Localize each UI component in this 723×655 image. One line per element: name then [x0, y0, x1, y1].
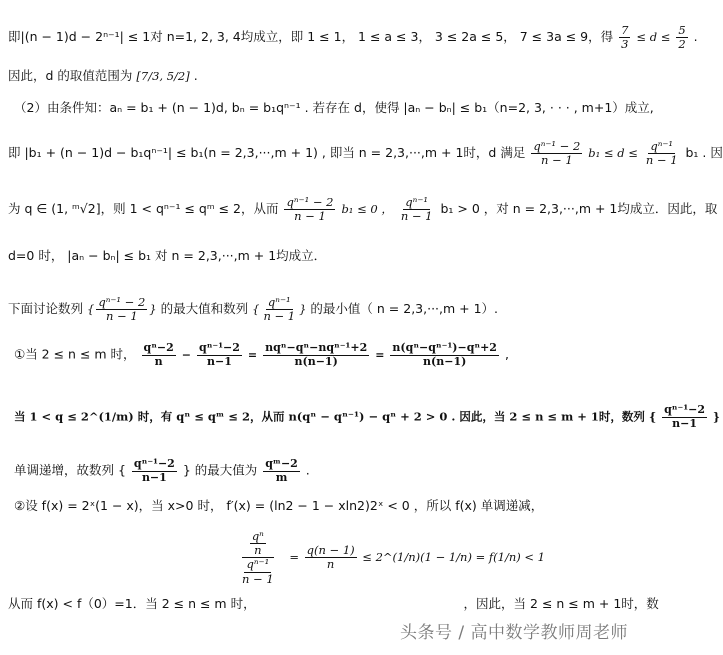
line-13: 从而 f(x) < f（0）=1．当 2 ≤ n ≤ m 时， ，因此，当 2 ≤ n ≤ m + 1时，数 [8, 596, 659, 611]
frac-max-value: $\frac{\text{qᵐ−2}}{m}$ [265, 457, 298, 484]
frac-seq-2: $\frac{\text{qⁿ⁻¹−2}}{n-1}$ [133, 457, 175, 484]
frac-q-n-1: $\frac{q(n - 1)}{n}$ [306, 543, 355, 572]
watermark: 头条号 / 高中数学教师周老师 [399, 623, 628, 643]
line-6: d=0 时， |aₙ − bₙ| ≤ b₁ 对 n = 2,3,···,m + 1均成立． [8, 248, 327, 263]
fraction-lower-bound: $\frac{\text{qⁿ⁻¹ − 2}}{n - 1}$ [533, 139, 581, 168]
fraction-7-3: $\frac{7}{3}$ [621, 23, 629, 52]
line-8: ①当 2 ≤ n ≤ m 时， $\frac{\text{qⁿ−2}}{n}$ − $\frac{\text{qⁿ⁻¹−2}}{n-1}$ = $\frac{\text{nqⁿ−qⁿ−nqⁿ⁻¹+2}}{n(n-1)}$ = $\frac{\text{n(qⁿ−qⁿ⁻¹)−qⁿ+2}}{n(n-1)}$ , [14, 341, 509, 368]
frac-term-3: $\frac{\text{nqⁿ−qⁿ−nqⁿ⁻¹+2}}{n(n-1)}$ [265, 341, 368, 368]
frac-term-2: $\frac{\text{qⁿ⁻¹−2}}{n-1}$ [199, 341, 240, 368]
frac-term-4: $\frac{\text{n(qⁿ−qⁿ⁻¹)−qⁿ+2}}{n(n-1)}$ [392, 341, 497, 368]
line-2: 因此，d 的取值范围为 [7/3, 5/2] . [8, 68, 198, 83]
frac-term-1: $\frac{\text{qⁿ−2}}{n}$ [143, 341, 174, 368]
fraction-upper-bound: $\frac{\text{qⁿ⁻¹}}{n - 1}$ [645, 139, 678, 168]
fraction-upper: $\frac{\text{qⁿ⁻¹}}{n - 1}$ [400, 195, 433, 224]
line-1: 即|(n − 1)d − 2ⁿ⁻¹| ≤ 1对 n=1, 2, 3, 4均成立，即 1 ≤ 1， 1 ≤ a ≤ 3， 3 ≤ 2a ≤ 5， 7 ≤ 3a ≤ 9，得 $\frac{7}{3}$ ≤ d ≤ $\frac{5}{2}$ . [8, 23, 698, 52]
line-12: $\frac{\frac{\text{qⁿ}}{n}}{\frac{\text{qⁿ⁻¹}}{n - 1}}$ = $\frac{q(n - 1)}{n}$ ≤ 2^(1/n)(1 − 1/n) = f(1/n) < 1 [230, 530, 545, 586]
sequence-fraction-min: $\frac{\text{qⁿ⁻¹}}{n - 1}$ [263, 295, 296, 324]
line-9: 当 1 < q ≤ 2^(1/m) 时，有 qⁿ ≤ qᵐ ≤ 2，从而 n(qⁿ − qⁿ⁻¹) − qⁿ + 2 > 0 . 因此，当 2 ≤ n ≤ m + 1时，数列 { $\frac{\text{qⁿ⁻¹−2}}{n-1}$ } [14, 403, 720, 430]
fraction-5-2: $\frac{5}{2}$ [678, 23, 686, 52]
sequence-fraction-max: $\frac{\text{qⁿ⁻¹ − 2}}{n - 1}$ [98, 295, 146, 324]
line-3: （2）由条件知：aₙ = b₁ + (n − 1)d, bₙ = b₁qⁿ⁻¹ . 若存在 d，使得 |aₙ − bₙ| ≤ b₁（n=2, 3, · · · , m+1）成立, [14, 100, 654, 115]
line-10: 单调递增，故数列 { $\frac{\text{qⁿ⁻¹−2}}{n-1}$ } 的最大值为 $\frac{\text{qᵐ−2}}{m}$ . [14, 457, 310, 484]
line-4: 即 |b₁ + (n − 1)d − b₁qⁿ⁻¹| ≤ b₁(n = 2,3,···,m + 1) , 即当 n = 2,3,···,m + 1时，d 满足 $\frac{\text{qⁿ⁻¹ − 2}}{n - 1}$ b₁ ≤ d ≤ $\frac{\text{qⁿ⁻¹}}{n - 1}$ b₁ . 因 [8, 139, 723, 168]
d-range: [7/3, 5/2] [136, 69, 190, 83]
line-7: 下面讨论数列 { $\frac{\text{qⁿ⁻¹ − 2}}{n - 1}$ } 的最大值和数列 { $\frac{\text{qⁿ⁻¹}}{n - 1}$ } 的最小值（ n = 2,3,···,m + 1）. [8, 295, 499, 324]
fraction-lower: $\frac{\text{qⁿ⁻¹ − 2}}{n - 1}$ [286, 195, 334, 224]
line-11: ②设 f(x) = 2ˣ(1 − x)，当 x>0 时， f′(x) = (ln2 − 1 − xln2)2ˣ < 0 ，所以 f(x) 单调递减， [14, 498, 544, 513]
compound-fraction: $\frac{\frac{\text{qⁿ}}{n}}{\frac{\text{qⁿ⁻¹}}{n - 1}}$ [242, 529, 274, 586]
frac-seq: $\frac{\text{qⁿ⁻¹−2}}{n-1}$ [664, 403, 706, 430]
line-5: 为 q ∈ (1, ᵐ√2]，则 1 < qⁿ⁻¹ ≤ qᵐ ≤ 2，从而 $\frac{\text{qⁿ⁻¹ − 2}}{n - 1}$ b₁ ≤ 0 ， $\frac{\text{qⁿ⁻¹}}{n - 1}$ b₁ > 0 ，对 n = 2,3,···,m + 1均成立．因此，取 [8, 195, 718, 224]
